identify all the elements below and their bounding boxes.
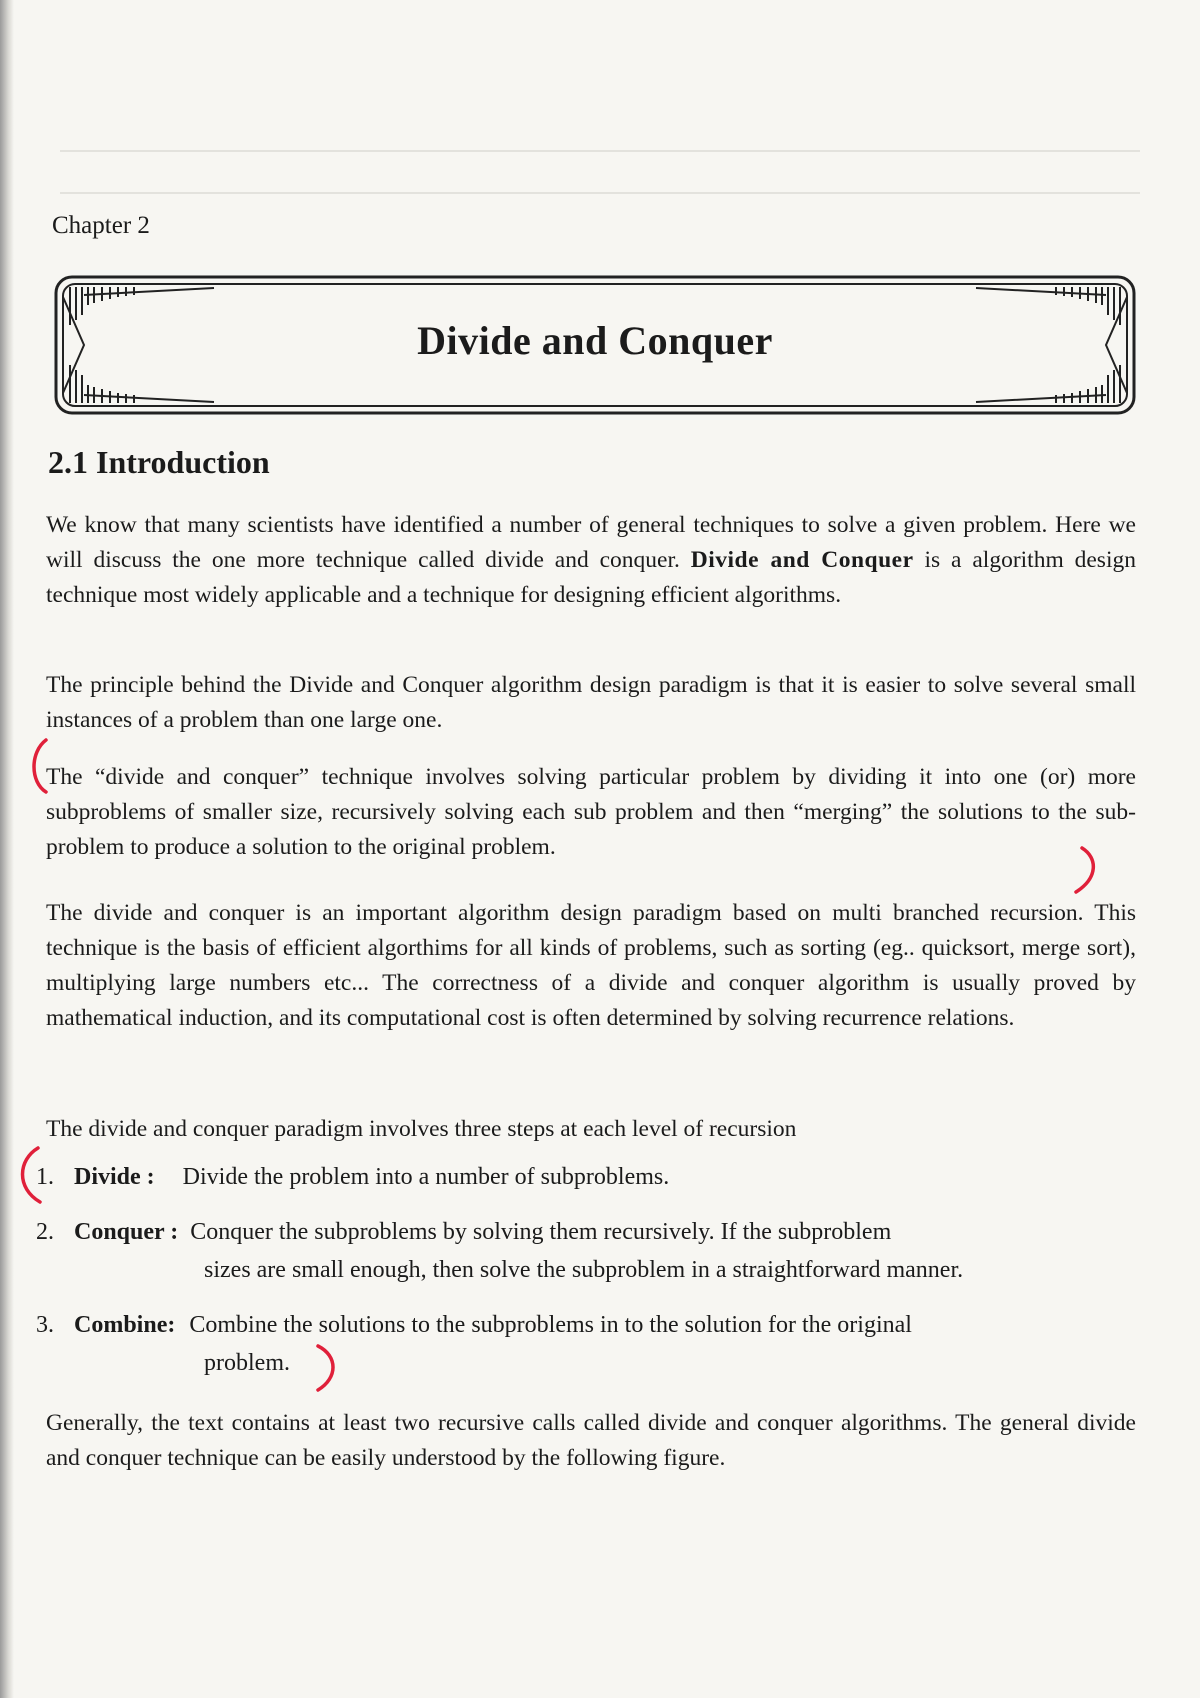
chapter-label: Chapter 2 [52,212,150,239]
step-item-conquer [36,1213,1136,1289]
paragraph-paradigm: The divide and conquer is an important algorithm design paradigm based on multi branched recursion. This technique is the basis of efficient algorthims for all kinds of problems, such as sorting (eg.. quicksort, merge sort), multiplying large numbers etc... The correctness of a divide and conquer algorithm is usually proved by mathematical induction, and its computational cost is often determined by solving recurrence relations. [46,900,1136,1031]
section-heading: 2.1 Introduction [48,444,270,480]
paragraph-text: We know that many scientists have identified a number of general techniques to solve a given problem. Here we will discuss the one more technique called divide and conquer. [46,512,1136,573]
step-item-combine [36,1306,1136,1382]
step-label: Divide : [74,1164,155,1190]
annotation-bracket-left [34,740,46,792]
step-label: Conquer : [74,1219,179,1245]
paragraph-generally: Generally, the text contains at least two recursive calls called divide and conquer algorithms. The general divide and conquer technique can be easily understood by the following figure. [46,1410,1136,1471]
step-number: 2. [36,1219,54,1245]
title-banner [54,275,1136,415]
step-label: Combine: [74,1312,176,1338]
step-item-divide [36,1158,1136,1196]
step-text-continued: sizes are small enough, then solve the subproblem in a straightforward manner. [204,1257,964,1283]
paragraph-technique: The “divide and conquer” technique involves solving particular problem by dividing it into one (or) more subproblems of smaller size, recursively solving each sub problem and then “merging” the solutions to the sub-problem to produce a solution to the original problem. [46,764,1136,860]
paragraph-steps-intro: The divide and conquer paradigm involves three steps at each level of recursion [46,1116,797,1142]
step-text-continued: problem. [204,1350,290,1376]
step-number: 1. [36,1164,54,1190]
step-text: Conquer the subproblems by solving them recursively. If the subproblem [190,1219,892,1245]
paragraph-intro [46,508,1136,613]
chapter-title: Divide and Conquer [417,318,773,363]
page-binding-edge [0,0,14,1698]
step-number: 3. [36,1312,54,1338]
paragraph-text: is a algorithm design technique most widely applicable and a technique for designing efficient algorithms. [46,547,1136,608]
paragraph-principle: The principle behind the Divide and Conquer algorithm design paradigm is that it is easier to solve several small instances of a problem than one large one. [46,672,1136,733]
step-text: Divide the problem into a number of subproblems. [182,1164,670,1190]
bold-term: Divide and Conquer [690,547,914,573]
step-text: Combine the solutions to the subproblems in to the solution for the original [189,1312,912,1338]
bleed-through-line [60,192,1140,194]
bleed-through-line [60,150,1140,152]
